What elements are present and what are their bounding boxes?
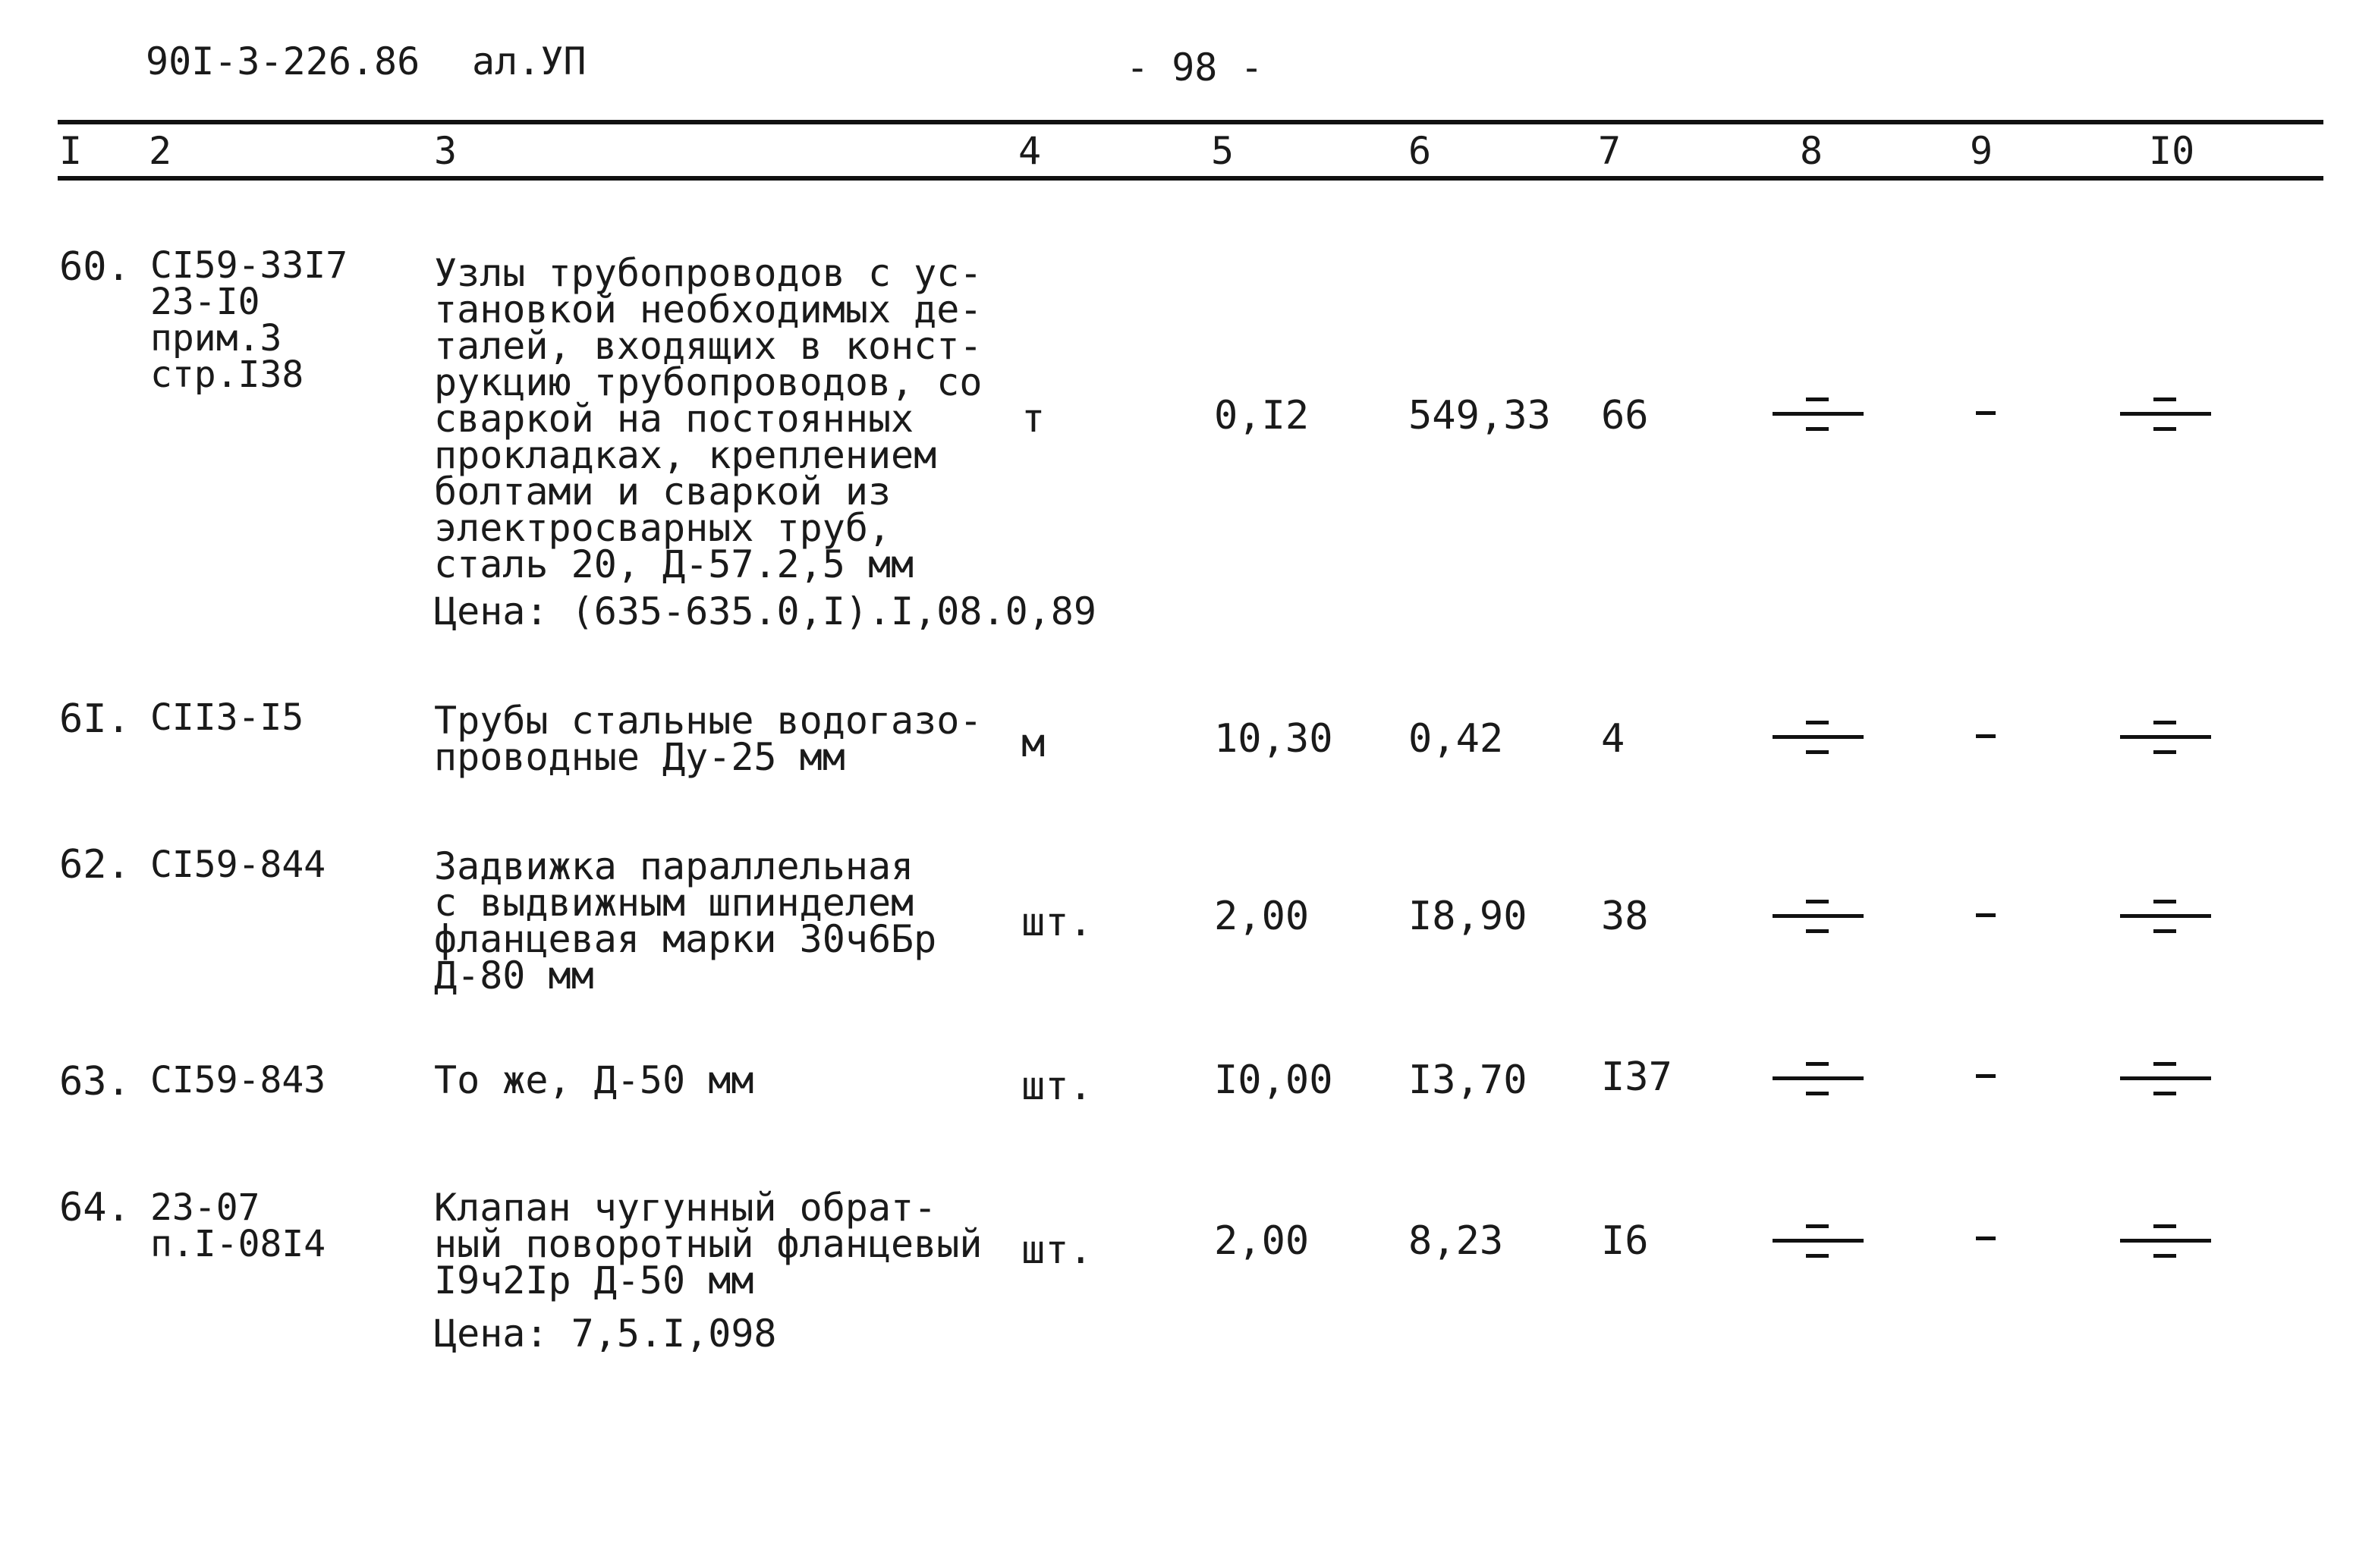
- empty-value-dash: [1976, 411, 1996, 415]
- row-number: 60.: [59, 244, 131, 290]
- unit: шт.: [1021, 1227, 1093, 1273]
- column-number: 5: [1211, 129, 1235, 173]
- unit-price: 8,23: [1408, 1218, 1504, 1264]
- column-number: 4: [1018, 129, 1042, 173]
- total-cost: 66: [1601, 393, 1649, 438]
- column-number: 6: [1408, 129, 1432, 173]
- total-cost: 38: [1601, 894, 1649, 939]
- item-description: Задвижка параллельная с выдвижным шпинделем фланцевая марки 30ч6Бр Д-80 мм: [434, 844, 937, 998]
- page-number: - 98 -: [1126, 46, 1263, 90]
- item-description: Клапан чугунный обрат- ный поворотный фланцевый I9ч2Iр Д-50 мм: [434, 1186, 983, 1302]
- quantity: 2,00: [1214, 894, 1310, 939]
- column-number: 3: [434, 129, 458, 173]
- resource-code: CII3-I5: [150, 696, 304, 739]
- album-label: ал.УП: [472, 39, 587, 83]
- total-cost: I37: [1601, 1054, 1672, 1100]
- item-description: Трубы стальные водогазо- проводные Ду-25 мм: [434, 699, 983, 779]
- division-sign-icon: [2120, 387, 2211, 440]
- row-number: 6I.: [59, 696, 131, 742]
- division-sign-icon: [1773, 710, 1864, 763]
- unit-price: 0,42: [1408, 716, 1504, 762]
- unit: м: [1021, 721, 1046, 766]
- column-number: I: [59, 129, 83, 173]
- unit: т: [1021, 396, 1046, 441]
- unit: шт.: [1021, 1064, 1093, 1109]
- division-sign-icon: [2120, 889, 2211, 942]
- quantity: 10,30: [1214, 716, 1333, 762]
- document-code: 90I-3-226.86: [146, 39, 420, 83]
- division-sign-icon: [1773, 1214, 1864, 1267]
- quantity: I0,00: [1214, 1057, 1333, 1103]
- price-note: Цена: 7,5.I,098: [434, 1312, 777, 1356]
- division-sign-icon: [2120, 710, 2211, 763]
- unit-price: 549,33: [1408, 393, 1551, 438]
- row-number: 64.: [59, 1185, 131, 1230]
- division-sign-icon: [2120, 1051, 2211, 1105]
- unit-price: I8,90: [1408, 894, 1527, 939]
- quantity: 0,I2: [1214, 393, 1310, 438]
- empty-value-dash: [1976, 734, 1996, 738]
- item-description: То же, Д-50 мм: [434, 1058, 754, 1102]
- empty-value-dash: [1976, 913, 1996, 917]
- item-description: Узлы трубопроводов с ус- тановкой необходимых де- талей, входящих в конст- рукцию трубопроводов, со сваркой на постоянных прокладках, креплением болтами и сваркой из электросварных труб, сталь 20, Д-57.2,5 мм: [434, 251, 983, 586]
- division-sign-icon: [1773, 387, 1864, 440]
- empty-value-dash: [1976, 1236, 1996, 1240]
- column-number: 7: [1598, 129, 1622, 173]
- row-number: 62.: [59, 842, 131, 888]
- division-sign-icon: [1773, 889, 1864, 942]
- unit: шт.: [1021, 900, 1093, 945]
- division-sign-icon: [1773, 1051, 1864, 1105]
- unit-price: I3,70: [1408, 1057, 1527, 1103]
- row-number: 63.: [59, 1059, 131, 1105]
- price-note: Цена: (635-635.0,I).I,08.0,89: [434, 589, 1096, 633]
- division-sign-icon: [2120, 1214, 2211, 1267]
- header-bottom-rule: [58, 176, 2323, 181]
- resource-code: CI59-33I7 23-I0 прим.3 стр.I38: [150, 244, 348, 396]
- total-cost: 4: [1601, 716, 1625, 762]
- resource-code: CI59-843: [150, 1059, 326, 1101]
- column-number: 8: [1800, 129, 1823, 173]
- resource-code: CI59-844: [150, 844, 326, 886]
- total-cost: I6: [1601, 1218, 1649, 1264]
- quantity: 2,00: [1214, 1218, 1310, 1264]
- empty-value-dash: [1976, 1074, 1996, 1078]
- column-number: 9: [1970, 129, 1993, 173]
- resource-code: 23-07 п.I-08I4: [150, 1186, 326, 1265]
- column-number: I0: [2149, 129, 2195, 173]
- column-number: 2: [149, 129, 172, 173]
- header-top-rule: [58, 120, 2323, 124]
